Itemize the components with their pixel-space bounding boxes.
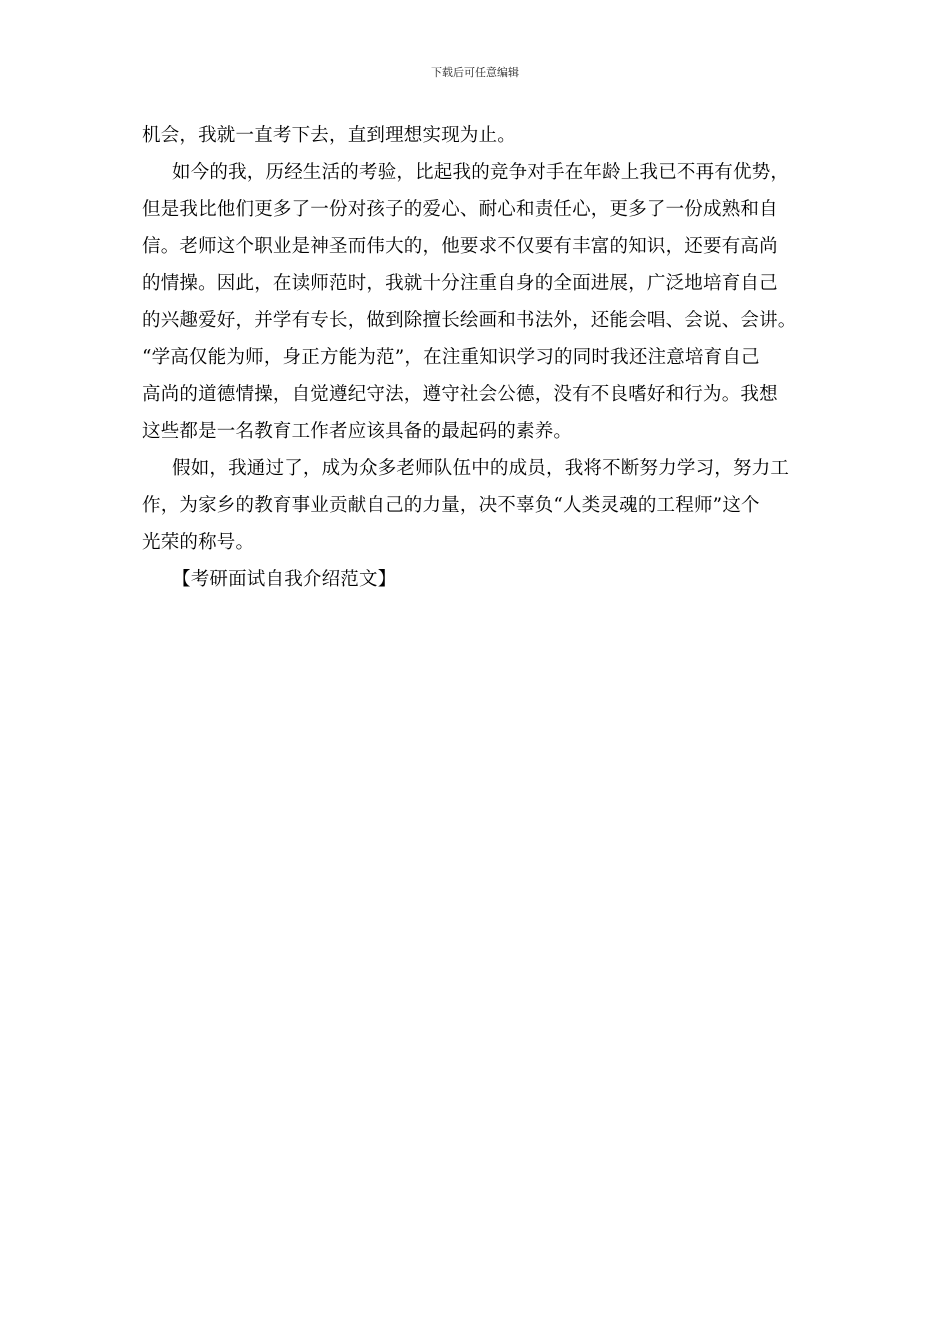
page-header: 下载后可任意编辑 — [431, 66, 519, 79]
paragraph-line: 这些都是一名教育工作者应该具备的最起码的素养。 — [142, 421, 573, 442]
paragraph-line: 机会，我就一直考下去，直到理想实现为止。 — [142, 125, 517, 146]
paragraph-line: 高尚的道德情操，自觉遵纪守法，遵守社会公德，没有不良嗜好和行为。我想 — [142, 384, 778, 405]
paragraph-line: 的情操。因此，在读师范时，我就十分注重自身的全面进展，广泛地培育自己 — [142, 273, 778, 294]
paragraph-line: 如今的我，历经生活的考验，比起我的竞争对手在年龄上我已不再有优势， — [172, 162, 790, 183]
paragraph-line: 信。老师这个职业是神圣而伟大的，他要求不仅要有丰富的知识，还要有高尚 — [142, 236, 778, 257]
paragraph-line: 的兴趣爱好，并学有专长，做到除擅长绘画和书法外，还能会唱、会说、会讲。 — [142, 310, 797, 331]
paragraph-line: 光荣的称号。 — [142, 532, 255, 553]
paragraph-line: 但是我比他们更多了一份对孩子的爱心、耐心和责任心，更多了一份成熟和自 — [142, 199, 778, 220]
document-body — [142, 117, 822, 598]
paragraph-line: 假如，我通过了，成为众多老师队伍中的成员，我将不断努力学习，努力工 — [172, 458, 790, 479]
paragraph-line: “学高仅能为师，身正方能为范”，在注重知识学习的同时我还注意培育自己 — [142, 347, 760, 368]
section-title: 【考研面试自我介绍范文】 — [172, 569, 397, 590]
paragraph-line: 作，为家乡的教育事业贡献自己的力量，决不辜负“人类灵魂的工程师”这个 — [142, 495, 760, 516]
